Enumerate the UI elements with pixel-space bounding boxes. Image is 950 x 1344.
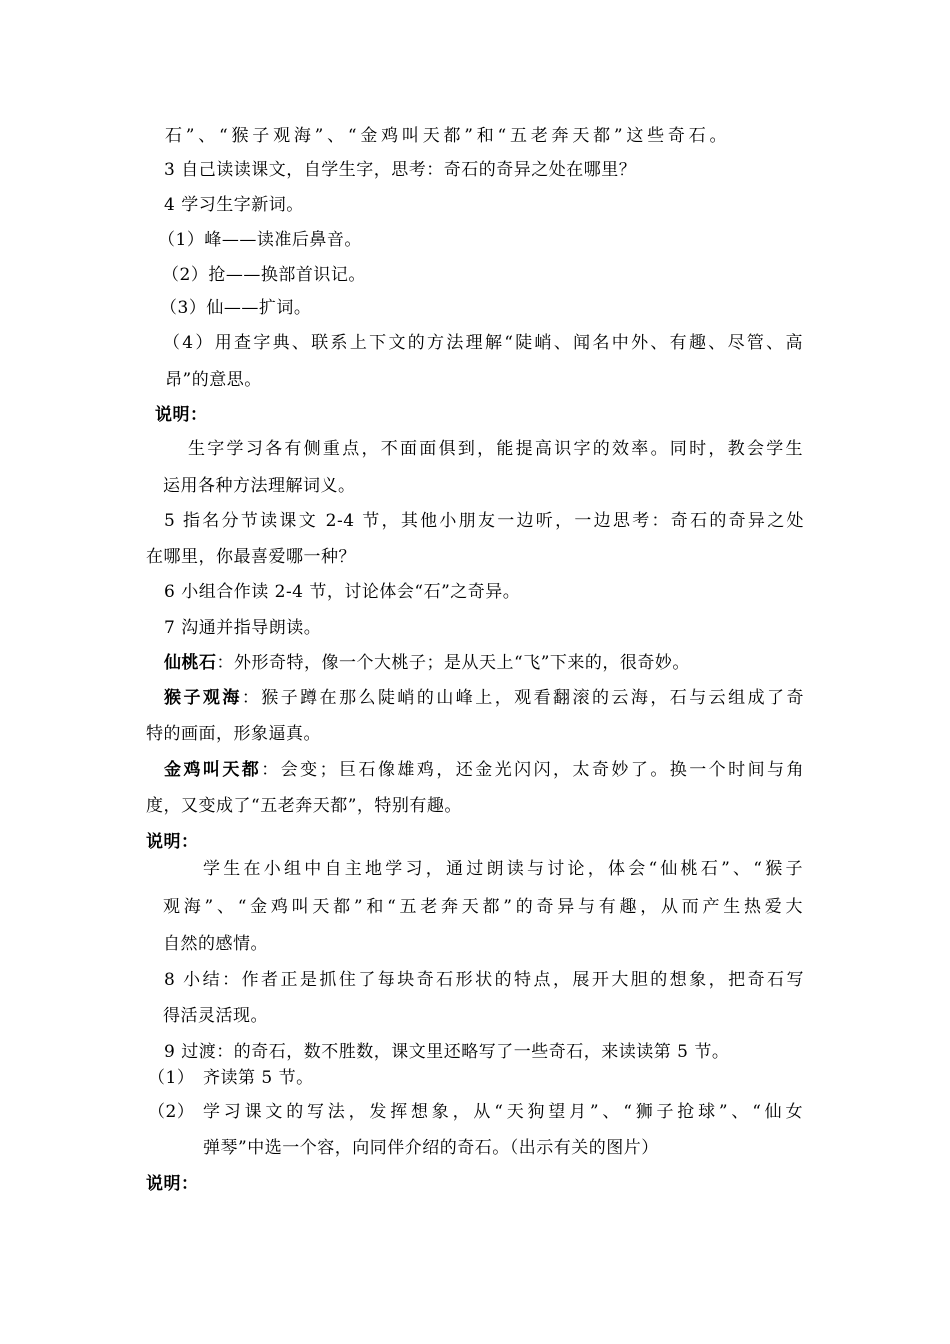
- text-line: 得活灵活现。: [163, 1006, 268, 1026]
- term-bold: 金鸡叫天都: [164, 760, 262, 780]
- text-line: 生字学习各有侧重点，不面面俱到，能提高识字的效率。同时，教会学生: [188, 439, 803, 459]
- text-line: （1）峰——读准后鼻音。: [158, 230, 362, 250]
- term-desc: ：会变；巨石像雄鸡，还金光闪闪，太奇妙了。换一个时间与角: [261, 760, 804, 780]
- text-line: 3 自己读读课文，自学生字，思考：奇石的奇异之处在哪里？: [164, 160, 637, 180]
- text-line: 学生在小组中自主地学习，通过朗读与讨论，体会“仙桃石”、“猴子: [203, 859, 803, 879]
- text-line: 特的画面，形象逼真。: [146, 724, 321, 744]
- text-line: 观海”、“金鸡叫天都”和“五老奔天都”的奇异与有趣，从而产生热爱大: [163, 897, 803, 917]
- text-line: 石”、“猴子观海”、“金鸡叫天都”和“五老奔天都”这些奇石。: [165, 126, 727, 146]
- text-line: [164, 655, 690, 672]
- text-line: 在哪里，你最喜爱哪一种？: [146, 547, 356, 567]
- text-line: 运用各种方法理解词义。: [163, 476, 356, 496]
- text-line: 弹琴”中选一个容，向同伴介绍的奇石。（出示有关的图片）: [203, 1138, 659, 1158]
- note-heading: 说明：: [146, 832, 199, 852]
- note-heading: 说明：: [146, 1174, 199, 1194]
- text-line: 5 指名分节读课文 2-4 节，其他小朋友一边听，一边思考：奇石的奇异之处: [164, 511, 804, 531]
- term-bold: 仙桃石: [164, 653, 217, 673]
- list-number: （1）: [148, 1068, 195, 1088]
- text-line: 9 过渡：的奇石，数不胜数，课文里还略写了一些奇石，来读读第 5 节。: [164, 1042, 730, 1062]
- list-number: （2）: [148, 1102, 195, 1122]
- text-line: （4）用查字典、联系上下文的方法理解“陡峭、闻名中外、有趣、尽管、高: [163, 333, 803, 353]
- text-line: （3）仙——扩词。: [160, 298, 312, 318]
- text-line: 昂”的意思。: [165, 370, 262, 390]
- text-line: 6 小组合作读 2-4 节，讨论体会“石”之奇异。: [164, 582, 521, 602]
- text-line: [164, 690, 804, 707]
- text-line: [164, 762, 804, 779]
- text-line: 8 小结：作者正是抓住了每块奇石形状的特点，展开大胆的想象，把奇石写: [164, 970, 804, 990]
- term-bold: 猴子观海: [164, 688, 242, 708]
- text-line: 7 沟通并指导朗读。: [164, 618, 322, 638]
- text-line: 自然的感情。: [163, 934, 268, 954]
- term-desc: ：外形奇特，像一个大桃子；是从天上“飞”下来的，很奇妙。: [216, 653, 690, 673]
- text-line: 4 学习生字新词。: [164, 195, 304, 215]
- text-line: （2）抢——换部首识记。: [162, 265, 366, 285]
- term-desc: ：猴子蹲在那么陡峭的山峰上，观看翻滚的云海，石与云组成了奇: [241, 688, 804, 708]
- note-heading: 说明：: [155, 405, 208, 425]
- text-line: 齐读第 5 节。: [203, 1068, 314, 1088]
- text-line: 学习课文的写法，发挥想象，从“天狗望月”、“狮子抢球”、“仙女: [203, 1102, 803, 1122]
- text-line: 度，又变成了“五老奔天都”，特别有趣。: [146, 796, 462, 816]
